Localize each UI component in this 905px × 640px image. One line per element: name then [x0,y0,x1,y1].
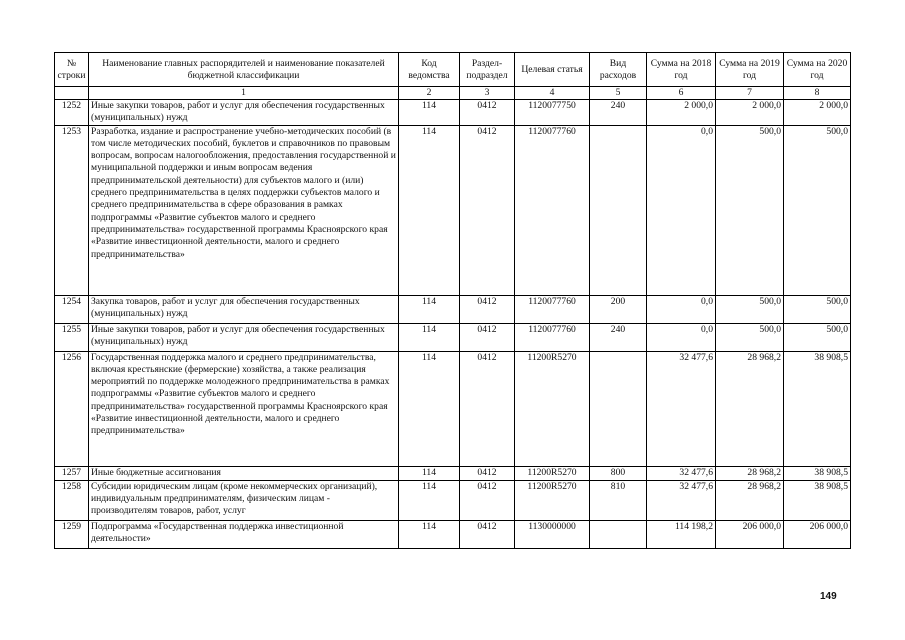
row-sum-2019: 500,0 [716,295,784,323]
row-expense-type [590,520,647,548]
row-section: 0412 [460,466,515,480]
row-dept-code: 114 [399,351,460,466]
row-dept-code: 114 [399,480,460,520]
row-sum-2018: 2 000,0 [647,100,716,126]
column-number-row [55,87,851,100]
header-name: Наименование главных распорядителей и наименование показателей бюджетной классификации [89,53,399,87]
row-target: 1120077750 [515,100,590,126]
table-row [55,323,851,351]
row-sum-2019: 28 968,2 [716,466,784,480]
row-sum-2019: 2 000,0 [716,100,784,126]
header-sum-2020: Сумма на 2020 год [784,53,851,87]
row-expense-type: 200 [590,295,647,323]
row-number: 1257 [55,466,89,480]
row-expense-type: 240 [590,100,647,126]
row-sum-2020: 38 908,5 [784,351,851,466]
column-number: 7 [716,87,784,100]
row-number: 1253 [55,125,89,295]
row-name: Разработка, издание и распространение учебно-методических пособий (в том числе методических пособий, буклетов и справочников по правовым вопросам, вопросам налогообложения, предоставления государственной и муниципальной поддержки и иным вопросам ведения предпринимательской деятельности) для субъектов малого и (или) среднего предпринимательства в целях поддержки субъектов малого и среднего предпринимательства в сфере образования в рамках подпрограммы «Развитие субъектов малого и среднего предпринимательства» государственной программы Красноярского края «Развитие инвестиционной деятельности, малого и среднего предпринимательства» [89,125,399,295]
row-name: Закупка товаров, работ и услуг для обеспечения государственных (муниципальных) нужд [89,295,399,323]
row-name: Подпрограмма «Государственная поддержка инвестиционной деятельности» [89,520,399,548]
row-sum-2018: 114 198,2 [647,520,716,548]
row-sum-2019: 28 968,2 [716,480,784,520]
row-target: 11200R5270 [515,351,590,466]
row-number: 1258 [55,480,89,520]
row-sum-2018: 0,0 [647,295,716,323]
table-row [55,100,851,126]
row-target: 1120077760 [515,323,590,351]
row-target: 11200R5270 [515,480,590,520]
column-number: 4 [515,87,590,100]
header-expense-type: Вид расходов [590,53,647,87]
table-row [55,520,851,548]
row-expense-type [590,351,647,466]
row-sum-2020: 38 908,5 [784,466,851,480]
header-sum-2019: Сумма на 2019 год [716,53,784,87]
row-name: Государственная поддержка малого и среднего предпринимательства, включая крестьянские (фермерские) хозяйства, а также реализация мероприятий по поддержке молодежного предпринимательства в рамках подпрограммы «Развитие субъектов малого и среднего предпринимательства» государственной программы Красноярского края «Развитие инвестиционной деятельности, малого и среднего предпринимательства» [89,351,399,466]
table-row [55,466,851,480]
row-sum-2018: 32 477,6 [647,480,716,520]
row-name: Иные бюджетные ассигнования [89,466,399,480]
row-sum-2018: 32 477,6 [647,351,716,466]
row-sum-2019: 206 000,0 [716,520,784,548]
header-row-no: № строки [55,53,89,87]
row-dept-code: 114 [399,520,460,548]
row-sum-2020: 500,0 [784,295,851,323]
row-target: 11200R5270 [515,466,590,480]
row-target: 1120077760 [515,295,590,323]
page-number: 149 [820,591,837,602]
row-number: 1259 [55,520,89,548]
budget-table [54,52,851,549]
row-dept-code: 114 [399,466,460,480]
row-name: Субсидии юридическим лицам (кроме некоммерческих организаций), индивидуальным предпринимателям, физическим лицам - производителям товаров, работ, услуг [89,480,399,520]
row-section: 0412 [460,351,515,466]
row-dept-code: 114 [399,100,460,126]
row-expense-type: 810 [590,480,647,520]
table-row [55,125,851,295]
row-section: 0412 [460,295,515,323]
column-number [55,87,89,100]
table-row [55,480,851,520]
row-sum-2020: 500,0 [784,323,851,351]
row-section: 0412 [460,520,515,548]
column-number: 3 [460,87,515,100]
column-number: 1 [89,87,399,100]
table-row [55,295,851,323]
row-section: 0412 [460,100,515,126]
row-number: 1254 [55,295,89,323]
row-sum-2020: 500,0 [784,125,851,295]
row-target: 1120077760 [515,125,590,295]
row-sum-2020: 2 000,0 [784,100,851,126]
header-section: Раздел-подраздел [460,53,515,87]
row-number: 1252 [55,100,89,126]
row-expense-type: 800 [590,466,647,480]
row-dept-code: 114 [399,323,460,351]
row-sum-2018: 0,0 [647,125,716,295]
column-number: 5 [590,87,647,100]
row-name: Иные закупки товаров, работ и услуг для обеспечения государственных (муниципальных) нужд [89,100,399,126]
row-sum-2019: 500,0 [716,125,784,295]
row-sum-2020: 38 908,5 [784,480,851,520]
row-number: 1255 [55,323,89,351]
header-sum-2018: Сумма на 2018 год [647,53,716,87]
row-sum-2018: 32 477,6 [647,466,716,480]
column-number: 2 [399,87,460,100]
row-expense-type: 240 [590,323,647,351]
row-sum-2018: 0,0 [647,323,716,351]
column-number: 8 [784,87,851,100]
row-target: 1130000000 [515,520,590,548]
header-target: Целевая статья [515,53,590,87]
row-dept-code: 114 [399,295,460,323]
row-section: 0412 [460,323,515,351]
row-expense-type [590,125,647,295]
row-name: Иные закупки товаров, работ и услуг для обеспечения государственных (муниципальных) нужд [89,323,399,351]
row-sum-2019: 500,0 [716,323,784,351]
row-sum-2020: 206 000,0 [784,520,851,548]
row-dept-code: 114 [399,125,460,295]
header-row [55,53,851,87]
row-section: 0412 [460,125,515,295]
table-row [55,351,851,466]
row-section: 0412 [460,480,515,520]
header-dept-code: Код ведомства [399,53,460,87]
row-number: 1256 [55,351,89,466]
column-number: 6 [647,87,716,100]
row-sum-2019: 28 968,2 [716,351,784,466]
